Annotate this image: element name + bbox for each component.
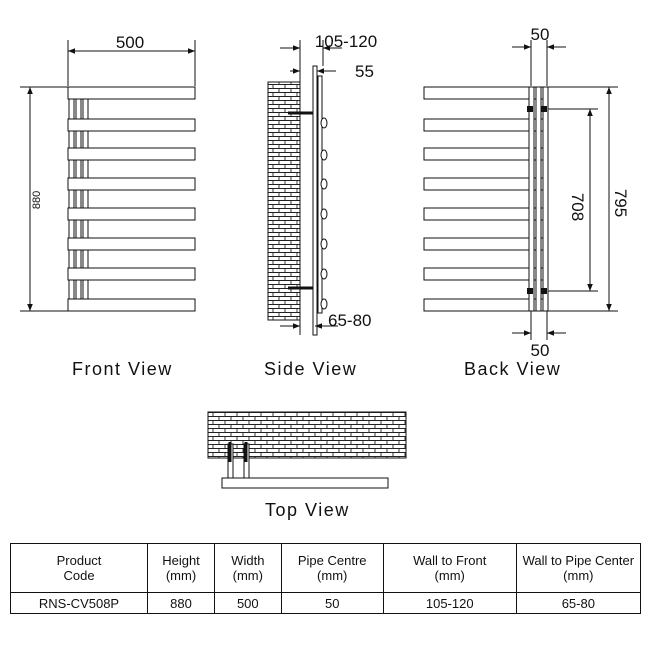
side-view-label: Side View xyxy=(264,359,358,379)
side-bar-end xyxy=(321,150,327,160)
table-cell: 65-80 xyxy=(516,593,640,614)
table-cell: 500 xyxy=(215,593,282,614)
front-bar xyxy=(68,178,195,190)
spec-table xyxy=(10,543,641,614)
side-bar-end xyxy=(321,179,327,189)
side-bar-end xyxy=(321,118,327,128)
side-mid-dim: 55 xyxy=(355,62,374,81)
spec-table-header xyxy=(11,544,641,593)
front-view xyxy=(20,33,195,311)
front-width-dim: 500 xyxy=(115,33,145,52)
front-bar xyxy=(68,268,195,280)
table-header-cell: Height (mm) xyxy=(148,544,215,593)
front-bar xyxy=(68,87,195,99)
front-view-label: Front View xyxy=(72,359,173,379)
table-header-cell: Product Code xyxy=(11,544,148,593)
top-view-label: Top View xyxy=(265,500,350,520)
table-cell: RNS-CV508P xyxy=(11,593,148,614)
side-top-dim: 105-120 xyxy=(314,32,378,51)
back-top-dim: 50 xyxy=(530,25,550,44)
back-bottom-dim: 50 xyxy=(530,341,550,360)
side-bar-end xyxy=(321,299,327,309)
table-header-cell: Wall to Front (mm) xyxy=(383,544,516,593)
side-wall xyxy=(268,82,300,320)
table-row xyxy=(11,593,641,614)
table-cell: 880 xyxy=(148,593,215,614)
top-view xyxy=(208,412,406,488)
side-bar-end xyxy=(321,269,327,279)
front-bar xyxy=(68,148,195,160)
back-inner-dim: 708 xyxy=(568,192,587,222)
side-bar-end xyxy=(321,239,327,249)
table-cell: 105-120 xyxy=(383,593,516,614)
side-bar-end xyxy=(321,209,327,219)
front-height-dim: 880 xyxy=(31,190,43,210)
table-header-cell: Wall to Pipe Center (mm) xyxy=(516,544,640,593)
front-bar xyxy=(68,238,195,250)
top-wall xyxy=(208,412,406,458)
back-outer-dim: 795 xyxy=(611,188,630,218)
side-bottom-dim: 65-80 xyxy=(328,311,372,330)
back-view xyxy=(424,25,630,360)
table-header-cell: Pipe Centre (mm) xyxy=(281,544,383,593)
side-view xyxy=(268,32,377,335)
table-header-cell: Width (mm) xyxy=(215,544,282,593)
back-view-label: Back View xyxy=(464,359,562,379)
front-bar xyxy=(68,119,195,131)
front-bar xyxy=(68,208,195,220)
table-cell: 50 xyxy=(281,593,383,614)
front-bar xyxy=(68,299,195,311)
